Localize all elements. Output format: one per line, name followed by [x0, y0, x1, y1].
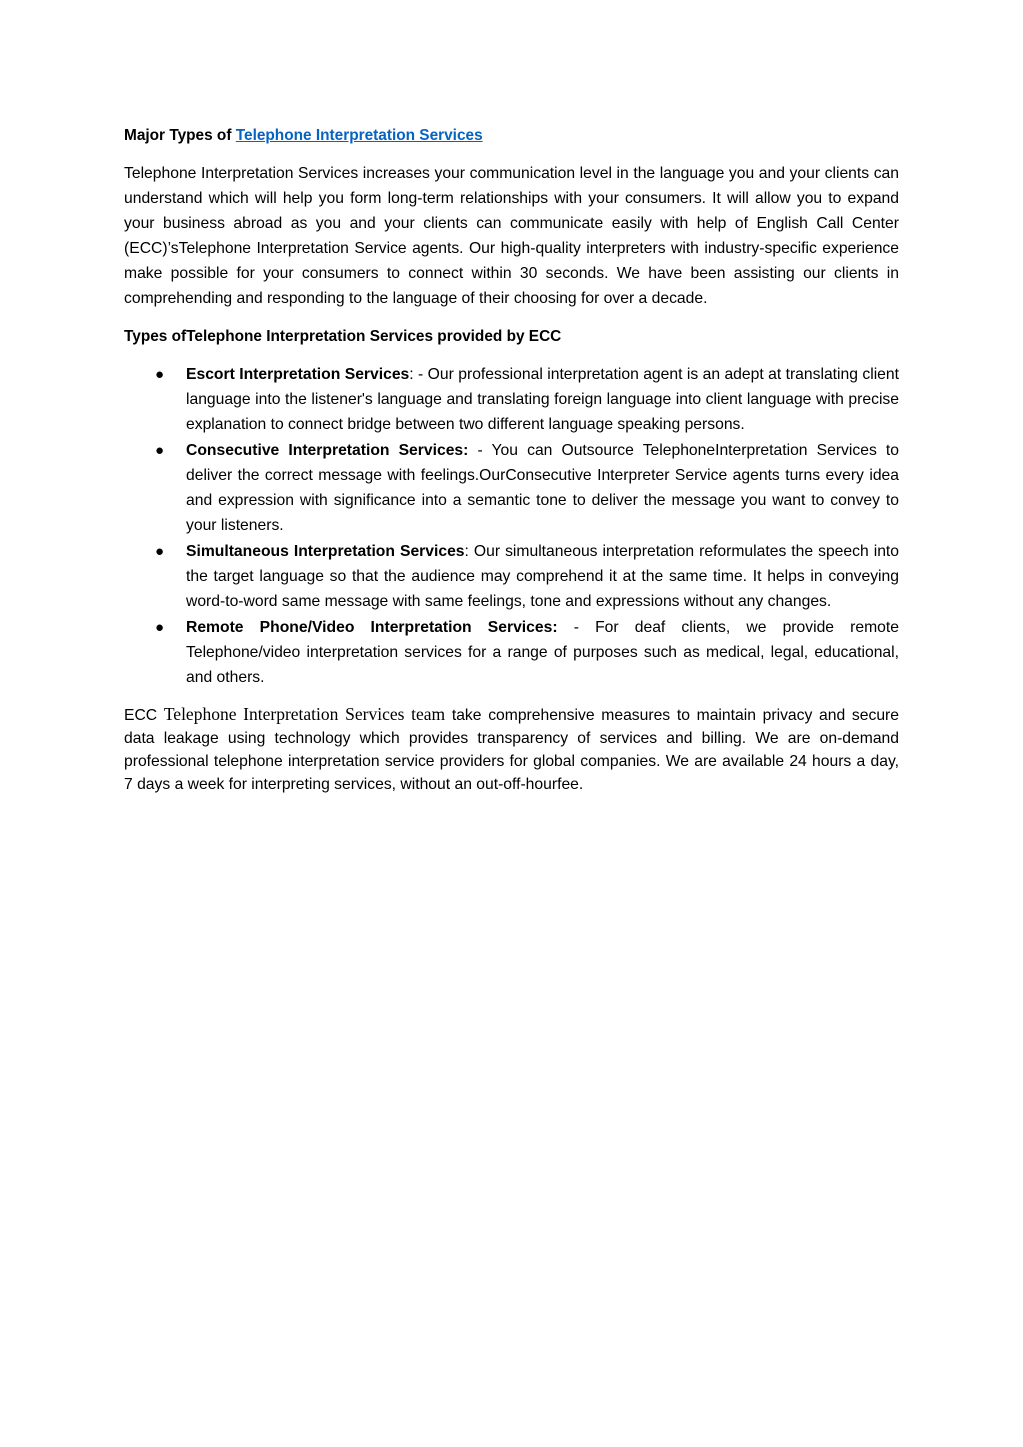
intro-paragraph: Telephone Interpretation Services increases your communication level in the language you and your clients can understand which will help you form long-term relationships with your consumers. It will allow you to expand your business abroad as you and your clients can communicate easily with help of English Call Center (ECC)’sTelephone Interpretation Service agents. Our high-quality interpreters with industry-specific experience make possible for your consumers to connect within 30 seconds. We have been assisting our clients in comprehending and responding to the language of their choosing for over a decade. [124, 165, 899, 307]
service-description: : - Our professional interpretation agent is an adept at translating client language into the listener's language and translating foreign language into client language with precise explanation to connect bridge between two different language speaking persons. [186, 366, 899, 433]
list-item [124, 438, 899, 538]
service-term: Remote Phone/Video Interpretation Services: [186, 619, 558, 636]
services-subheading: Types ofTelephone Interpretation Services provided by ECC [124, 328, 562, 345]
service-description: - You can Outsource TelephoneInterpretation Services to deliver the correct message with feelings.OurConsecutive Interpreter Service agents turns every idea and expression with significance into a semantic tone to deliver the message you want to convey to your listeners. [186, 442, 899, 534]
bullet-icon: ● [155, 366, 165, 383]
telephone-interpretation-link[interactable]: Telephone Interpretation Services [235, 127, 483, 144]
service-description: - For deaf clients, we provide remote Telephone/video interpretation services for a range of purposes such as medical, legal, educational, and others. [186, 619, 899, 686]
service-term: Simultaneous Interpretation Services [186, 543, 465, 560]
list-item [124, 539, 899, 614]
page-heading [124, 123, 899, 148]
bullet-icon: ● [155, 543, 165, 560]
bullet-icon: ● [155, 619, 165, 636]
service-description: : Our simultaneous interpretation reformulates the speech into the target language so that the audience may comprehend it at the same time. It helps in conveying word-to-word same message with same feelings, tone and expressions without any changes. [186, 543, 900, 610]
service-term: Consecutive Interpretation Services: [186, 442, 469, 459]
service-term: Escort Interpretation Services [186, 366, 410, 383]
bullet-icon: ● [155, 442, 165, 459]
document-page [124, 123, 899, 796]
heading-prefix: Major Types of [124, 127, 236, 144]
services-list [124, 362, 899, 690]
list-item [124, 362, 899, 437]
closing-prefix: ECC [124, 707, 164, 724]
closing-text: take comprehensive measures to maintain privacy and secure data leakage using technology which provides transparency of services and billing. We are on-demand professional telephone interpretation service providers for global companies. We are available 24 hours a day, 7 days a week for interpreting services, without an out-off-hourfee. [124, 707, 899, 793]
closing-paragraph [124, 703, 899, 796]
closing-serif-phrase: Telephone Interpretation Services team [163, 704, 446, 724]
list-item [124, 615, 899, 690]
